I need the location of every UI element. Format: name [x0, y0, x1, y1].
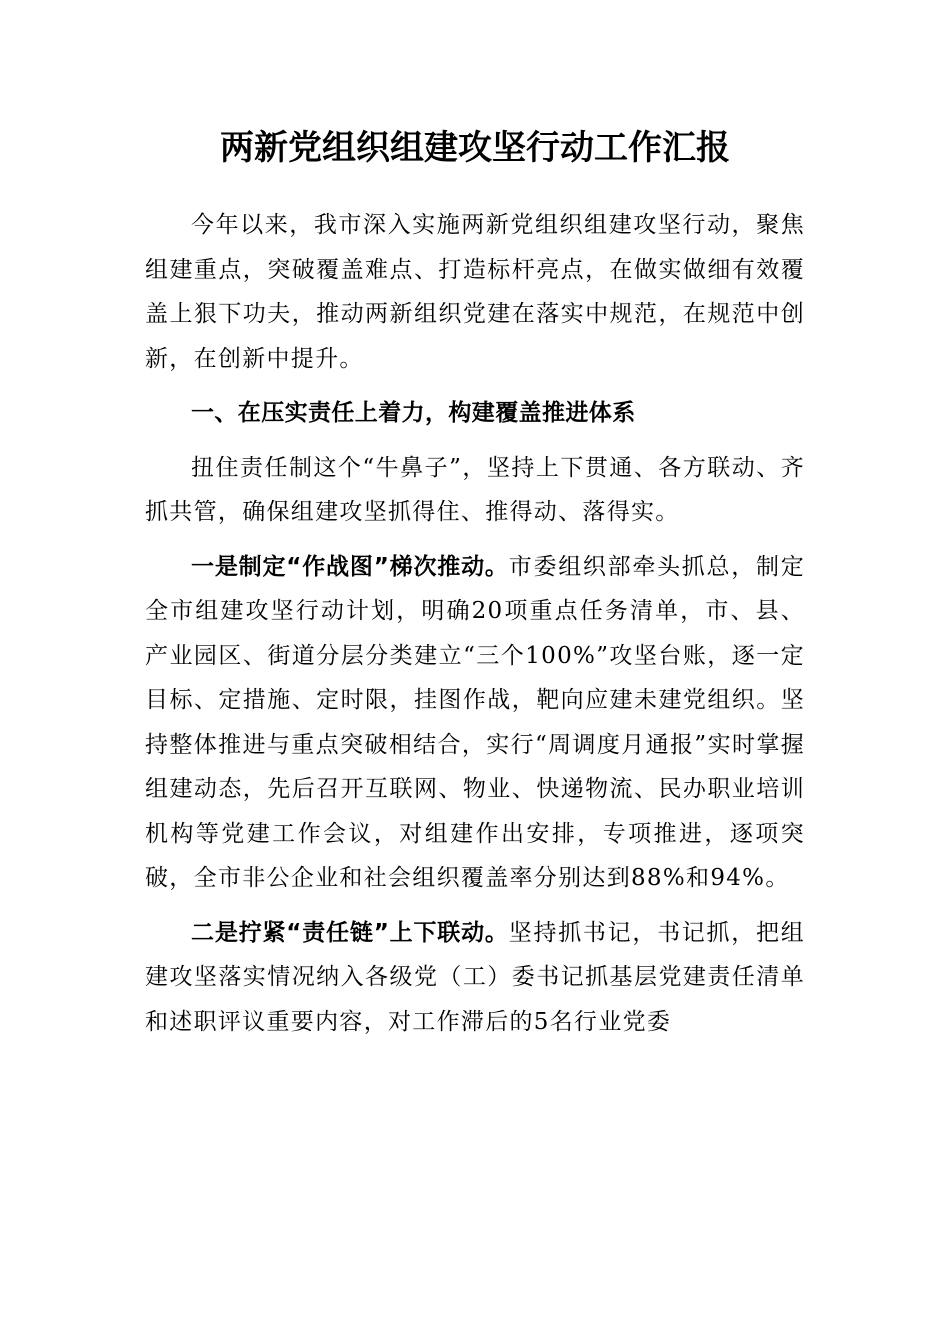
section-heading: 一、在压实责任上着力，构建覆盖推进体系 [191, 400, 636, 426]
item-one-lead: 一是制定“作战图”梯次推动。 [191, 553, 509, 580]
document-title: 两新党组织组建攻坚行动工作汇报 [220, 128, 730, 168]
item-two-paragraph [145, 911, 805, 1045]
item-one-paragraph [145, 545, 805, 901]
section-summary-paragraph: 扭住责任制这个“牛鼻子”，坚持上下贯通、各方联动、齐抓共管，确保组建攻坚抓得住、推得动、落得实。 [145, 454, 805, 525]
document-body [145, 203, 805, 1054]
item-two-text: 坚持抓书记，书记抓，把组建攻坚落实情况纳入各级党（工）委书记抓基层党建责任清单和述职评议重要内容，对工作滞后的5名行业党委 [145, 919, 805, 1035]
item-two-lead: 二是拧紧“责任链”上下联动。 [191, 919, 509, 946]
item-one-text: 市委组织部牵头抓总，制定全市组建攻坚行动计划，明确20项重点任务清单，市、县、产业园区、街道分层分类建立“三个100%”攻坚台账，逐一定目标、定措施、定时限，挂图作战，靶向应建未建党组织。坚持整体推进与重点突破相结合，实行“周调度月通报”实时掌握组建动态，先后召开互联网、物业、快递物流、民办职业培训机构等党建工作会议，对组建作出安排，专项推进，逐项突破，全市非公企业和社会组织覆盖率分别达到88%和94%。 [145, 553, 805, 891]
intro-paragraph: 今年以来，我市深入实施两新党组织组建攻坚行动，聚焦组建重点，突破覆盖难点、打造标杆亮点，在做实做细有效覆盖上狠下功夫，推动两新组织党建在落实中规范，在规范中创新，在创新中提升。 [145, 212, 805, 372]
